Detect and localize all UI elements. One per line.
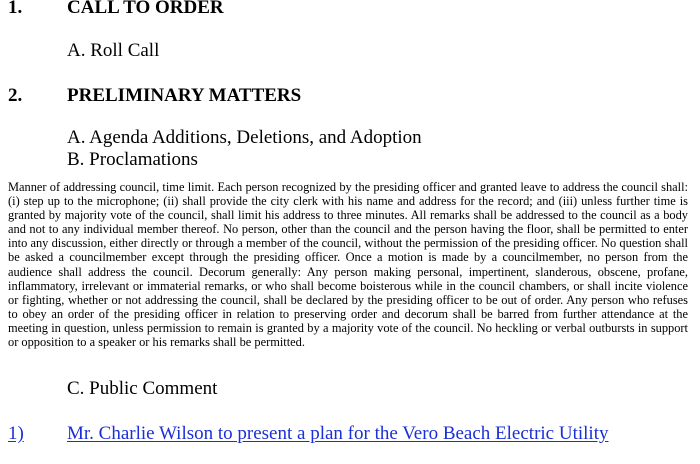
section-1-title: CALL TO ORDER (67, 0, 224, 18)
public-comment-item: C. Public Comment (67, 378, 218, 399)
agenda-additions-item: A. Agenda Additions, Deletions, and Adoption (67, 127, 422, 148)
section-2-number: 2. (8, 85, 23, 106)
section-2-title: PRELIMINARY MATTERS (67, 85, 302, 106)
roll-call-item: A. Roll Call (67, 40, 160, 61)
proclamations-item: B. Proclamations (67, 149, 198, 170)
section-1-number: 1. (8, 0, 23, 18)
public-comment-link-number[interactable]: 1) (8, 423, 24, 444)
public-comment-link-text[interactable]: Mr. Charlie Wilson to present a plan for the Vero Beach Electric Utility (67, 423, 609, 444)
public-comment-rules-paragraph: Manner of addressing council, time limit. Each person recognized by the presiding officer and granted leave to address the council shall: (i) step up to the microphone; (ii) shall provide the city clerk with his name and address for the record; and (iii) unless further time is granted by majority vote of the council, shall limit his address to three minutes. All remarks shall be addressed to the council as a body and not to any individual member thereof. No person, other than the council and the person having the floor, shall be permitted to enter into any discussion, either directly or through a member of the council, without the permission of the presiding officer. No question shall be asked a councilmember except through the presiding officer. Once a motion is made by a councilmember, no person from the audience shall address the council. Decorum generally: Any person making personal, impertinent, slanderous, obscene, profane, inflammatory, irrelevant or immaterial remarks, or who shall become boisterous while in the council chambers, or shall incite violence or fighting, whether or not addressing the council, shall be declared by the presiding officer to be out of order. Any person who refuses to obey an order of the presiding officer in relation to preserving order and decorum shall be barred from further attendance at the meeting in question, unless permission to remain is granted by a majority vote of the council. No heckling or verbal outbursts in support or opposition to a speaker or his remarks shall be permitted. (8, 180, 688, 350)
